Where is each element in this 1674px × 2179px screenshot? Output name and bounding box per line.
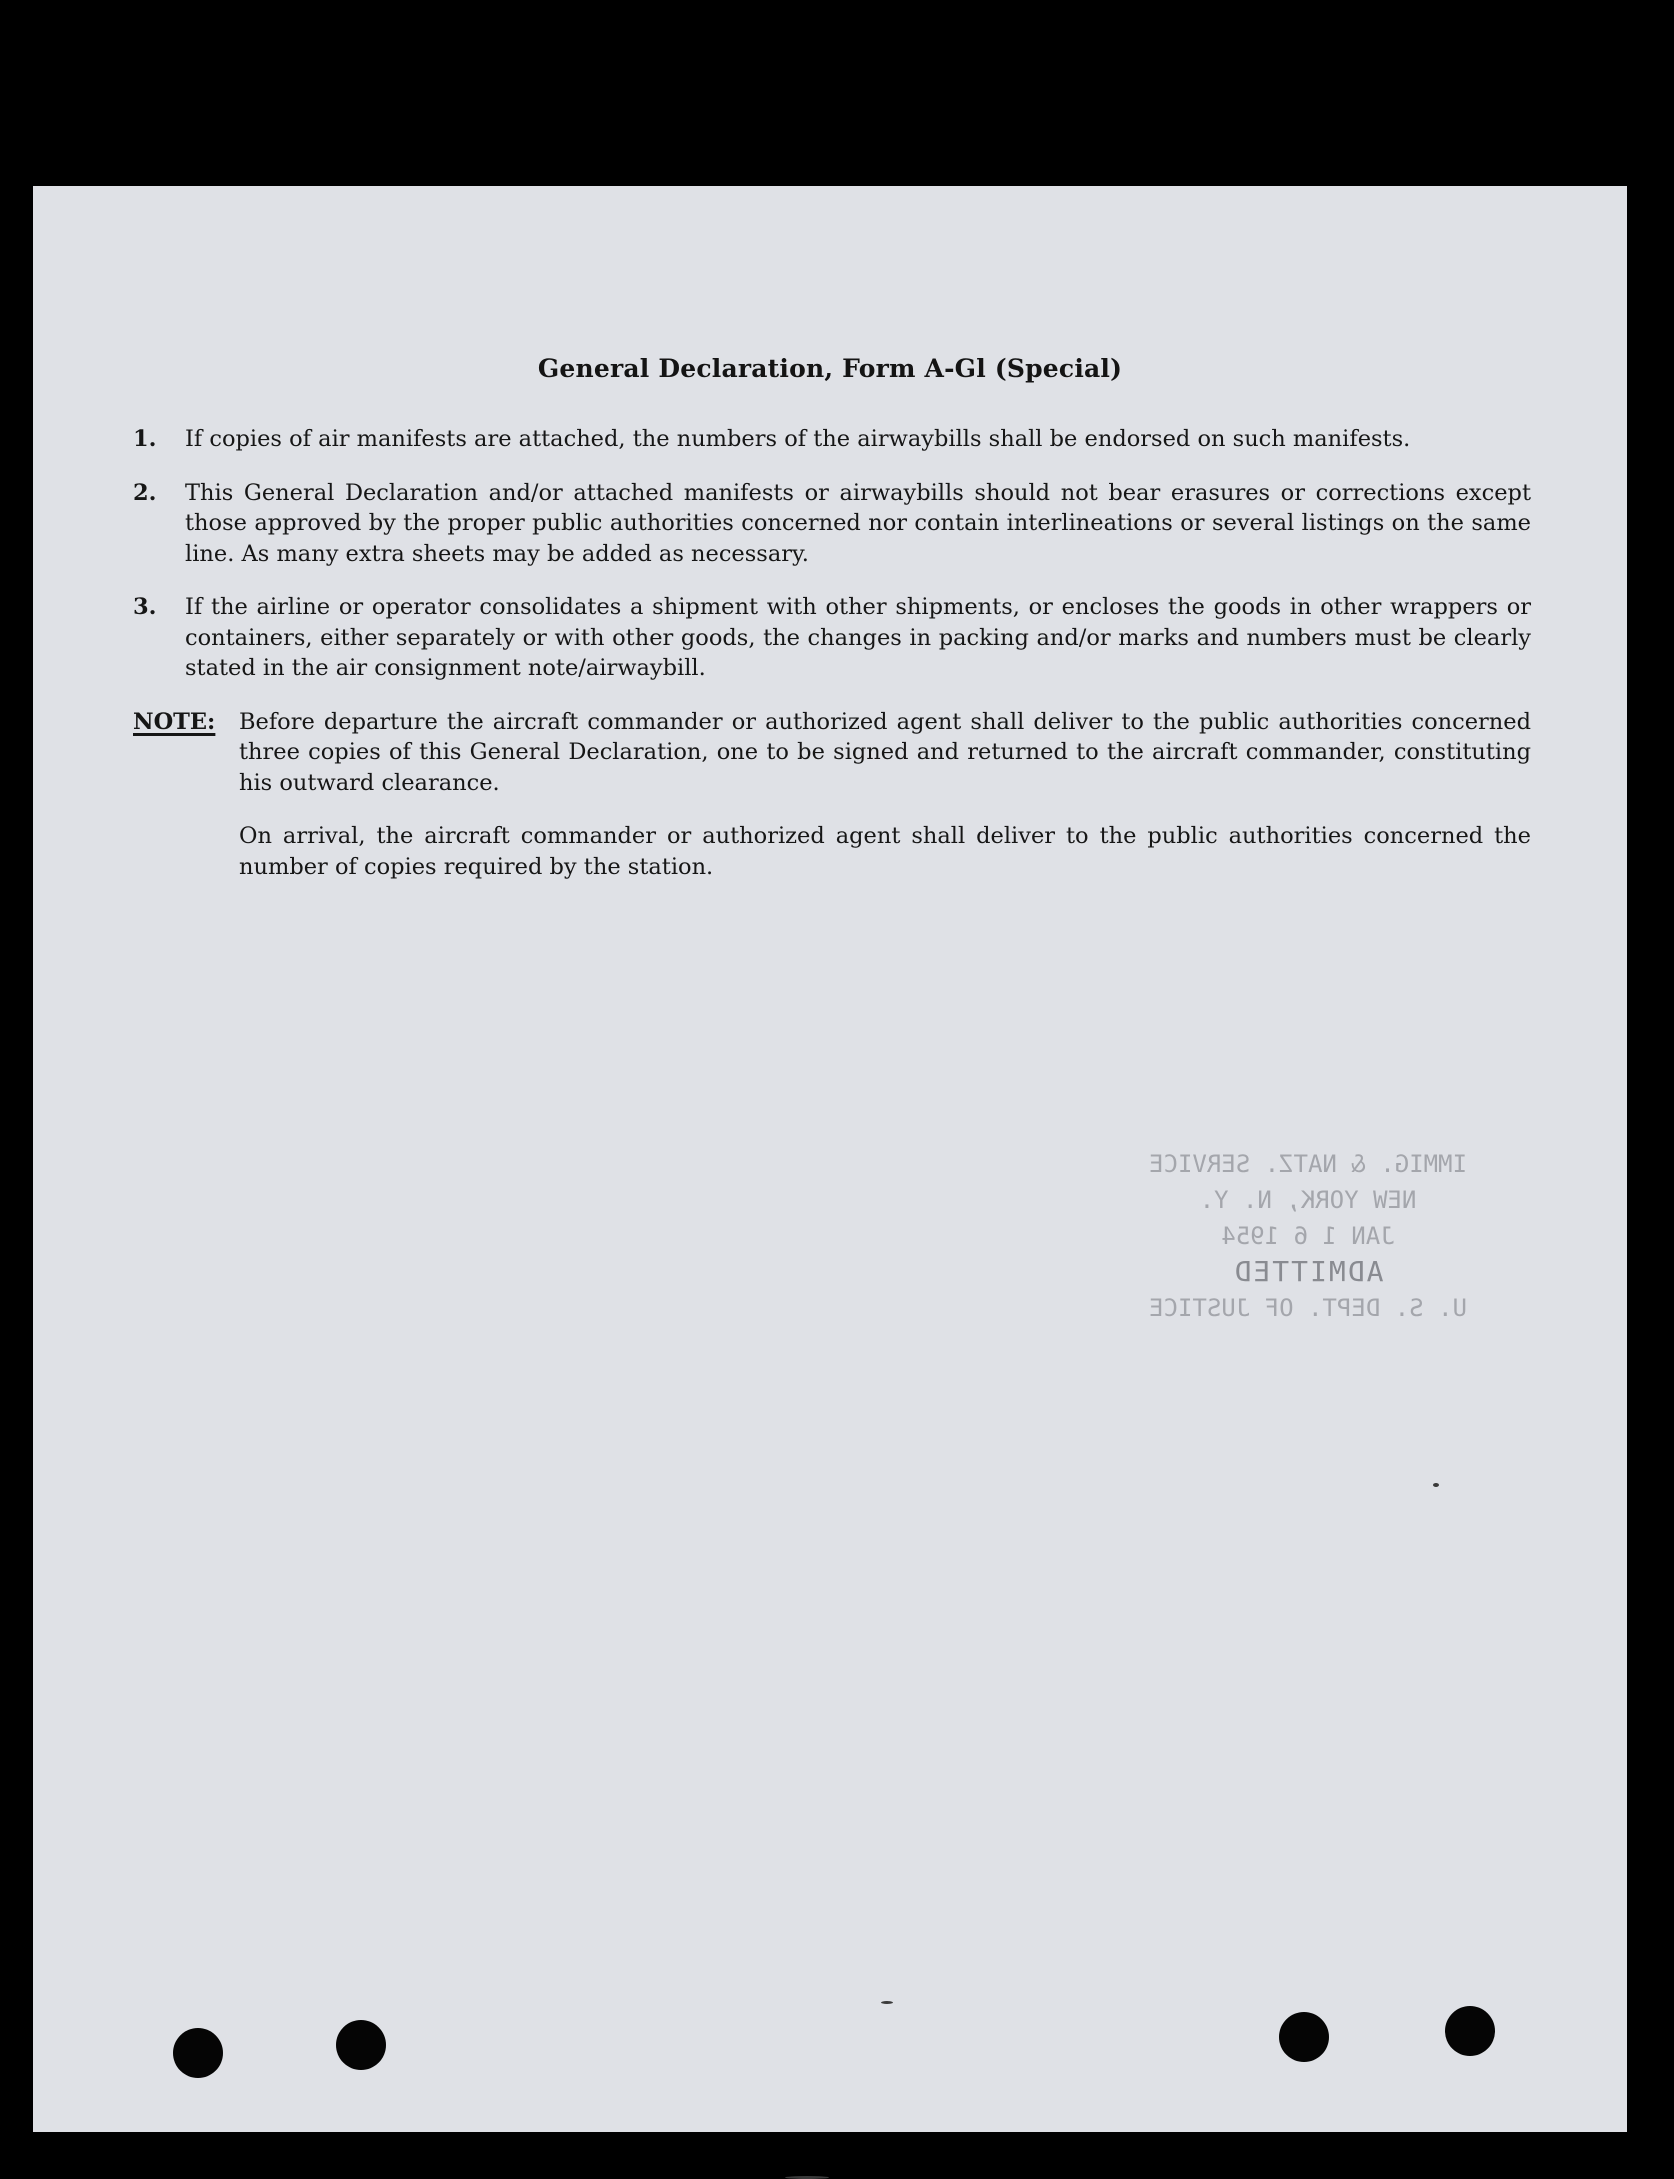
ink-speck: [881, 2001, 893, 2004]
note-paragraph: Before departure the aircraft commander or authorized agent shall deliver to the public authorities concerned three copies of this General Declaration, one to be signed and returned to the aircraft commander, constituting his outward clearance.: [239, 708, 1531, 796]
item-number: 2.: [133, 479, 157, 506]
note-paragraph: On arrival, the aircraft commander or authorized agent shall deliver to the public authorities concerned the number of copies required by the station.: [239, 823, 1531, 880]
list-item: [133, 592, 1531, 684]
punch-hole: [1279, 2012, 1329, 2062]
stamp-line: U. S. DEPT. OF JUSTICE: [1149, 1294, 1467, 1322]
instruction-list: [133, 424, 1531, 905]
document-page: [33, 186, 1627, 2132]
document-title: General Declaration, Form A-Gl (Special): [537, 354, 1123, 383]
list-item: [133, 424, 1531, 455]
item-number: 3.: [133, 594, 157, 620]
stamp-line: ADMITTED: [1232, 1255, 1384, 1288]
punch-hole: [173, 2028, 223, 2078]
ink-speck: [1433, 1483, 1439, 1487]
punch-hole: [1445, 2006, 1495, 2056]
list-item: [133, 478, 1531, 570]
stamp-line: JAN 1 6 1954: [1221, 1222, 1395, 1250]
admission-stamp: [1128, 1146, 1488, 1326]
note-section: [133, 707, 1531, 906]
stamp-line: NEW YORK, N. Y.: [1199, 1186, 1417, 1214]
item-text: If copies of air manifests are attached, the numbers of the airwaybills shall be endorsed on such manifests.: [185, 426, 1411, 452]
item-number: 1.: [133, 426, 157, 452]
punch-hole: [336, 2020, 386, 2070]
stamp-line: IMMIG. & NATZ. SERVICE: [1149, 1150, 1467, 1178]
item-text: This General Declaration and/or attached manifests or airwaybills should not bear erasures or corrections except those approved by the proper public authorities concerned nor contain interlineations or several listings on the same line. As many extra sheets may be added as necessary.: [185, 479, 1531, 567]
note-label: NOTE:: [133, 708, 216, 735]
note-body: [239, 707, 1531, 906]
item-text: If the airline or operator consolidates a shipment with other shipments, or encloses the goods in other wrappers or containers, either separately or with other goods, the changes in packing and/or marks and numbers must be clearly stated in the air consignment note/airwaybill.: [185, 594, 1531, 681]
